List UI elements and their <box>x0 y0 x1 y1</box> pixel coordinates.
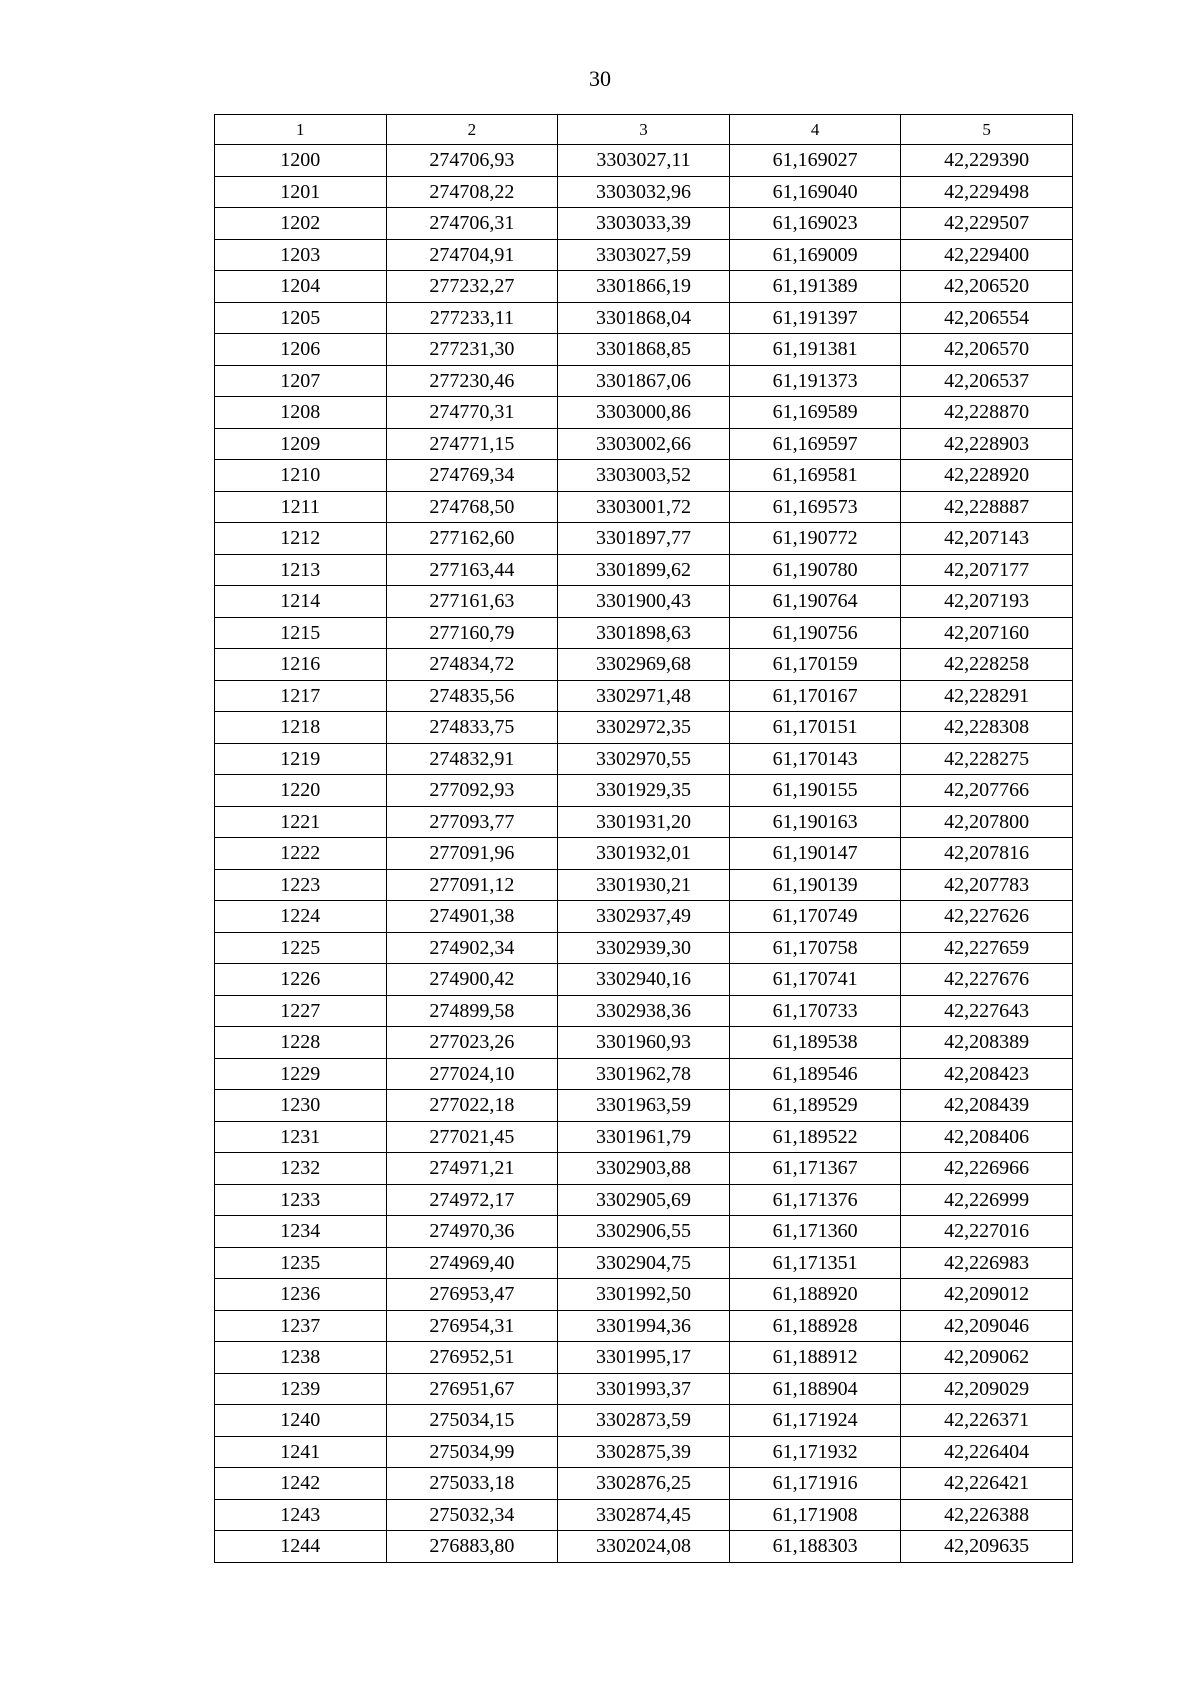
table-body <box>215 145 1073 1563</box>
table-cell: 276951,67 <box>386 1373 558 1405</box>
table-cell: 61,191389 <box>729 271 901 303</box>
table-row <box>215 334 1073 366</box>
table-cell: 42,228870 <box>901 397 1073 429</box>
table-cell: 42,226404 <box>901 1436 1073 1468</box>
table-cell: 274768,50 <box>386 491 558 523</box>
table-cell: 274835,56 <box>386 680 558 712</box>
table-cell: 1229 <box>215 1058 387 1090</box>
table-cell: 42,206520 <box>901 271 1073 303</box>
table-cell: 61,169040 <box>729 176 901 208</box>
column-header-5: 5 <box>901 115 1073 145</box>
table-cell: 1226 <box>215 964 387 996</box>
table-cell: 276883,80 <box>386 1531 558 1563</box>
table-cell: 42,228291 <box>901 680 1073 712</box>
table-cell: 42,207816 <box>901 838 1073 870</box>
table-row <box>215 523 1073 555</box>
table-cell: 42,228903 <box>901 428 1073 460</box>
table-cell: 61,190772 <box>729 523 901 555</box>
table-cell: 3301995,17 <box>558 1342 730 1374</box>
table-cell: 3301960,93 <box>558 1027 730 1059</box>
table-cell: 61,190139 <box>729 869 901 901</box>
table-cell: 42,228920 <box>901 460 1073 492</box>
table-cell: 277233,11 <box>386 302 558 334</box>
table-row <box>215 397 1073 429</box>
table-cell: 3302873,59 <box>558 1405 730 1437</box>
column-header-3: 3 <box>558 115 730 145</box>
table-cell: 3302906,55 <box>558 1216 730 1248</box>
table-cell: 277160,79 <box>386 617 558 649</box>
table-cell: 277091,96 <box>386 838 558 870</box>
table-row <box>215 1436 1073 1468</box>
table-cell: 61,190147 <box>729 838 901 870</box>
table-row <box>215 1279 1073 1311</box>
table-cell: 1221 <box>215 806 387 838</box>
table-cell: 1236 <box>215 1279 387 1311</box>
table-cell: 61,188928 <box>729 1310 901 1342</box>
table-cell: 61,170151 <box>729 712 901 744</box>
table-row <box>215 302 1073 334</box>
table-cell: 42,209062 <box>901 1342 1073 1374</box>
table-cell: 274970,36 <box>386 1216 558 1248</box>
table-cell: 1204 <box>215 271 387 303</box>
table-cell: 1207 <box>215 365 387 397</box>
table-cell: 61,171916 <box>729 1468 901 1500</box>
table-row <box>215 617 1073 649</box>
table-cell: 61,170749 <box>729 901 901 933</box>
table-cell: 1209 <box>215 428 387 460</box>
table-row <box>215 743 1073 775</box>
table-row <box>215 901 1073 933</box>
table-cell: 42,228275 <box>901 743 1073 775</box>
table-cell: 1212 <box>215 523 387 555</box>
table-cell: 42,226388 <box>901 1499 1073 1531</box>
table-row <box>215 1153 1073 1185</box>
table-cell: 42,208423 <box>901 1058 1073 1090</box>
table-cell: 61,171932 <box>729 1436 901 1468</box>
table-cell: 274832,91 <box>386 743 558 775</box>
table-row <box>215 932 1073 964</box>
table-cell: 3301868,85 <box>558 334 730 366</box>
table-cell: 276953,47 <box>386 1279 558 1311</box>
table-row <box>215 680 1073 712</box>
table-row <box>215 838 1073 870</box>
table-cell: 274708,22 <box>386 176 558 208</box>
table-cell: 61,188303 <box>729 1531 901 1563</box>
table-cell: 61,170741 <box>729 964 901 996</box>
table-cell: 3302874,45 <box>558 1499 730 1531</box>
table-cell: 276954,31 <box>386 1310 558 1342</box>
table-cell: 3301866,19 <box>558 271 730 303</box>
table-cell: 3303027,59 <box>558 239 730 271</box>
table-cell: 61,169009 <box>729 239 901 271</box>
table-cell: 42,226999 <box>901 1184 1073 1216</box>
table-cell: 42,207193 <box>901 586 1073 618</box>
table-cell: 1230 <box>215 1090 387 1122</box>
table-cell: 61,189546 <box>729 1058 901 1090</box>
table-cell: 42,227643 <box>901 995 1073 1027</box>
table-cell: 3301962,78 <box>558 1058 730 1090</box>
table-cell: 1239 <box>215 1373 387 1405</box>
table-cell: 274834,72 <box>386 649 558 681</box>
table-cell: 3301898,63 <box>558 617 730 649</box>
table-cell: 1238 <box>215 1342 387 1374</box>
table-cell: 3301897,77 <box>558 523 730 555</box>
table-cell: 42,226421 <box>901 1468 1073 1500</box>
table-cell: 1225 <box>215 932 387 964</box>
table-cell: 61,190155 <box>729 775 901 807</box>
table-cell: 277092,93 <box>386 775 558 807</box>
table-cell: 3302939,30 <box>558 932 730 964</box>
table-cell: 274899,58 <box>386 995 558 1027</box>
table-row <box>215 869 1073 901</box>
table-cell: 1215 <box>215 617 387 649</box>
table-cell: 274833,75 <box>386 712 558 744</box>
table-cell: 1222 <box>215 838 387 870</box>
column-header-1: 1 <box>215 115 387 145</box>
table-cell: 3302972,35 <box>558 712 730 744</box>
table-row <box>215 428 1073 460</box>
table-cell: 1217 <box>215 680 387 712</box>
table-cell: 276952,51 <box>386 1342 558 1374</box>
table-cell: 42,229507 <box>901 208 1073 240</box>
table-row <box>215 1531 1073 1563</box>
table-cell: 1224 <box>215 901 387 933</box>
table-cell: 1211 <box>215 491 387 523</box>
table-cell: 3302903,88 <box>558 1153 730 1185</box>
table-cell: 3303001,72 <box>558 491 730 523</box>
table-cell: 61,190780 <box>729 554 901 586</box>
table-cell: 1237 <box>215 1310 387 1342</box>
table-cell: 1202 <box>215 208 387 240</box>
table-row <box>215 1121 1073 1153</box>
table-row <box>215 586 1073 618</box>
table-cell: 274972,17 <box>386 1184 558 1216</box>
table-cell: 3303002,66 <box>558 428 730 460</box>
table-row <box>215 491 1073 523</box>
table-cell: 42,229400 <box>901 239 1073 271</box>
table-cell: 3302904,75 <box>558 1247 730 1279</box>
table-cell: 277162,60 <box>386 523 558 555</box>
table-cell: 1244 <box>215 1531 387 1563</box>
table-cell: 61,170733 <box>729 995 901 1027</box>
table-cell: 61,190163 <box>729 806 901 838</box>
table-cell: 277093,77 <box>386 806 558 838</box>
table-cell: 3301867,06 <box>558 365 730 397</box>
table-cell: 61,190756 <box>729 617 901 649</box>
table-cell: 42,206554 <box>901 302 1073 334</box>
table-cell: 42,228887 <box>901 491 1073 523</box>
table-row <box>215 1310 1073 1342</box>
table-cell: 61,171908 <box>729 1499 901 1531</box>
table-cell: 277022,18 <box>386 1090 558 1122</box>
table-header <box>215 115 1073 145</box>
table-cell: 1227 <box>215 995 387 1027</box>
table-cell: 61,171351 <box>729 1247 901 1279</box>
table-cell: 277161,63 <box>386 586 558 618</box>
table-cell: 3301930,21 <box>558 869 730 901</box>
table-row <box>215 145 1073 177</box>
table-cell: 3302875,39 <box>558 1436 730 1468</box>
table-cell: 3301931,20 <box>558 806 730 838</box>
table-row <box>215 806 1073 838</box>
table-cell: 277024,10 <box>386 1058 558 1090</box>
table-cell: 42,209029 <box>901 1373 1073 1405</box>
table-row <box>215 176 1073 208</box>
table-cell: 1235 <box>215 1247 387 1279</box>
table-row <box>215 1184 1073 1216</box>
table-cell: 277163,44 <box>386 554 558 586</box>
table-row <box>215 460 1073 492</box>
table-row <box>215 1468 1073 1500</box>
table-cell: 42,208406 <box>901 1121 1073 1153</box>
table-row <box>215 1499 1073 1531</box>
table-cell: 1220 <box>215 775 387 807</box>
coordinates-table <box>214 114 1073 1563</box>
table-row <box>215 1342 1073 1374</box>
table-cell: 61,169581 <box>729 460 901 492</box>
table-cell: 1242 <box>215 1468 387 1500</box>
page-number: 30 <box>589 66 611 91</box>
table-cell: 3302940,16 <box>558 964 730 996</box>
table-cell: 1218 <box>215 712 387 744</box>
column-header-4: 4 <box>729 115 901 145</box>
table-cell: 61,169027 <box>729 145 901 177</box>
table-cell: 275033,18 <box>386 1468 558 1500</box>
table-cell: 1219 <box>215 743 387 775</box>
table-row <box>215 365 1073 397</box>
table-cell: 1233 <box>215 1184 387 1216</box>
table-cell: 274971,21 <box>386 1153 558 1185</box>
table-cell: 1223 <box>215 869 387 901</box>
table-cell: 3301899,62 <box>558 554 730 586</box>
table-cell: 274902,34 <box>386 932 558 964</box>
table-cell: 61,190764 <box>729 586 901 618</box>
table-cell: 42,227659 <box>901 932 1073 964</box>
table-cell: 61,170167 <box>729 680 901 712</box>
table-cell: 42,206537 <box>901 365 1073 397</box>
table-cell: 274969,40 <box>386 1247 558 1279</box>
table-cell: 61,171367 <box>729 1153 901 1185</box>
table-cell: 61,170758 <box>729 932 901 964</box>
table-row <box>215 649 1073 681</box>
table-cell: 274704,91 <box>386 239 558 271</box>
table-cell: 274770,31 <box>386 397 558 429</box>
table-cell: 61,191397 <box>729 302 901 334</box>
table-cell: 61,171360 <box>729 1216 901 1248</box>
table-cell: 3302905,69 <box>558 1184 730 1216</box>
table-cell: 42,207800 <box>901 806 1073 838</box>
table-cell: 42,206570 <box>901 334 1073 366</box>
table-cell: 277231,30 <box>386 334 558 366</box>
table-cell: 42,207143 <box>901 523 1073 555</box>
table-cell: 42,207160 <box>901 617 1073 649</box>
table-cell: 1205 <box>215 302 387 334</box>
table-cell: 1228 <box>215 1027 387 1059</box>
column-header-2: 2 <box>386 115 558 145</box>
table-cell: 42,207783 <box>901 869 1073 901</box>
table-cell: 1206 <box>215 334 387 366</box>
table-cell: 1231 <box>215 1121 387 1153</box>
table-cell: 3303032,96 <box>558 176 730 208</box>
table-cell: 274769,34 <box>386 460 558 492</box>
table-cell: 1214 <box>215 586 387 618</box>
table-cell: 42,226966 <box>901 1153 1073 1185</box>
header-row <box>215 115 1073 145</box>
table-row <box>215 964 1073 996</box>
table-cell: 61,191381 <box>729 334 901 366</box>
table-cell: 3301994,36 <box>558 1310 730 1342</box>
table-cell: 1203 <box>215 239 387 271</box>
table-row <box>215 1216 1073 1248</box>
table-cell: 1208 <box>215 397 387 429</box>
table-cell: 3301932,01 <box>558 838 730 870</box>
table-row <box>215 1247 1073 1279</box>
table-cell: 42,229390 <box>901 145 1073 177</box>
table-cell: 42,227676 <box>901 964 1073 996</box>
table-cell: 61,170159 <box>729 649 901 681</box>
table-cell: 1213 <box>215 554 387 586</box>
table-row <box>215 1405 1073 1437</box>
table-cell: 61,169597 <box>729 428 901 460</box>
table-cell: 1201 <box>215 176 387 208</box>
table-cell: 277023,26 <box>386 1027 558 1059</box>
table-cell: 42,207766 <box>901 775 1073 807</box>
table-row <box>215 554 1073 586</box>
table-cell: 42,208439 <box>901 1090 1073 1122</box>
table-row <box>215 1058 1073 1090</box>
table-cell: 3303003,52 <box>558 460 730 492</box>
table-cell: 42,208389 <box>901 1027 1073 1059</box>
table-cell: 42,229498 <box>901 176 1073 208</box>
table-row <box>215 271 1073 303</box>
table-cell: 42,228258 <box>901 649 1073 681</box>
table-cell: 3301993,37 <box>558 1373 730 1405</box>
table-cell: 61,189529 <box>729 1090 901 1122</box>
table-row <box>215 208 1073 240</box>
table-cell: 1241 <box>215 1436 387 1468</box>
table-cell: 3303027,11 <box>558 145 730 177</box>
table-cell: 42,226371 <box>901 1405 1073 1437</box>
table-cell: 277021,45 <box>386 1121 558 1153</box>
table-cell: 61,169023 <box>729 208 901 240</box>
table-cell: 42,209635 <box>901 1531 1073 1563</box>
table-cell: 1243 <box>215 1499 387 1531</box>
table-cell: 61,171376 <box>729 1184 901 1216</box>
table-cell: 3302969,68 <box>558 649 730 681</box>
table-cell: 3301963,59 <box>558 1090 730 1122</box>
table-cell: 3301929,35 <box>558 775 730 807</box>
table-cell: 274771,15 <box>386 428 558 460</box>
table-cell: 42,207177 <box>901 554 1073 586</box>
table-cell: 61,188904 <box>729 1373 901 1405</box>
table-cell: 42,209012 <box>901 1279 1073 1311</box>
table-cell: 61,188920 <box>729 1279 901 1311</box>
table-row <box>215 1373 1073 1405</box>
table-cell: 3301900,43 <box>558 586 730 618</box>
table-cell: 274901,38 <box>386 901 558 933</box>
table-cell: 1200 <box>215 145 387 177</box>
table-cell: 3302938,36 <box>558 995 730 1027</box>
table-cell: 277232,27 <box>386 271 558 303</box>
table-cell: 1210 <box>215 460 387 492</box>
table-row <box>215 239 1073 271</box>
table-cell: 61,188912 <box>729 1342 901 1374</box>
table-row <box>215 1090 1073 1122</box>
table-cell: 3303033,39 <box>558 208 730 240</box>
table-cell: 275032,34 <box>386 1499 558 1531</box>
table-cell: 61,169589 <box>729 397 901 429</box>
table-cell: 61,189522 <box>729 1121 901 1153</box>
table-cell: 42,227626 <box>901 901 1073 933</box>
table-cell: 3302970,55 <box>558 743 730 775</box>
table-cell: 3302024,08 <box>558 1531 730 1563</box>
table-cell: 1234 <box>215 1216 387 1248</box>
table-row <box>215 712 1073 744</box>
table-cell: 1216 <box>215 649 387 681</box>
table-cell: 274900,42 <box>386 964 558 996</box>
table-cell: 3302876,25 <box>558 1468 730 1500</box>
table-cell: 61,170143 <box>729 743 901 775</box>
table-cell: 3303000,86 <box>558 397 730 429</box>
table-cell: 1240 <box>215 1405 387 1437</box>
table-cell: 277091,12 <box>386 869 558 901</box>
table-row <box>215 995 1073 1027</box>
table-cell: 61,169573 <box>729 491 901 523</box>
table-cell: 277230,46 <box>386 365 558 397</box>
table-cell: 3302971,48 <box>558 680 730 712</box>
table-cell: 275034,15 <box>386 1405 558 1437</box>
table-row <box>215 1027 1073 1059</box>
table-cell: 42,209046 <box>901 1310 1073 1342</box>
table-cell: 274706,31 <box>386 208 558 240</box>
table-cell: 42,227016 <box>901 1216 1073 1248</box>
table-cell: 3302937,49 <box>558 901 730 933</box>
table-cell: 1232 <box>215 1153 387 1185</box>
table-cell: 42,228308 <box>901 712 1073 744</box>
table-cell: 274706,93 <box>386 145 558 177</box>
table-cell: 61,171924 <box>729 1405 901 1437</box>
table-cell: 61,191373 <box>729 365 901 397</box>
table-cell: 3301868,04 <box>558 302 730 334</box>
table-cell: 42,226983 <box>901 1247 1073 1279</box>
table-row <box>215 775 1073 807</box>
table-cell: 3301961,79 <box>558 1121 730 1153</box>
table-cell: 275034,99 <box>386 1436 558 1468</box>
table-cell: 3301992,50 <box>558 1279 730 1311</box>
table-cell: 61,189538 <box>729 1027 901 1059</box>
